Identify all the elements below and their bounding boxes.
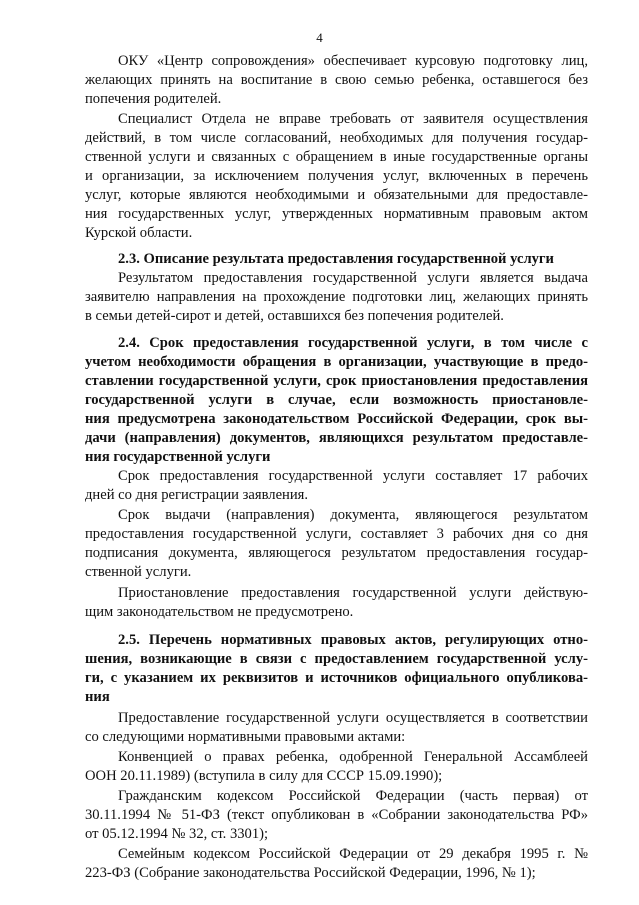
paragraph-line: Курской области. xyxy=(85,225,193,241)
paragraph-line: Предоставление государственной услуги осуществляется в соответствии xyxy=(118,710,588,726)
section-heading-2-4: ния государственной услуги xyxy=(85,449,271,465)
paragraph-line: ния государственных услуг, утвержденных нормативным правовым актом xyxy=(85,206,588,222)
paragraph-line: Специалист Отдела не вправе требовать от заявителя осуществления xyxy=(118,111,588,127)
paragraph-line: действий, в том числе согласований, необходимых для получения государ- xyxy=(85,130,588,146)
paragraph-line: от 05.12.1994 № 32, ст. 3301); xyxy=(85,826,269,842)
section-heading-2-4: учетом необходимости обращения в организации, участвующие в предо- xyxy=(85,354,588,370)
section-heading-2-5: шения, возникающие в связи с предоставлением государственной услу- xyxy=(85,651,588,667)
section-heading-2-5: ния xyxy=(85,689,110,705)
paragraph-line: услуг, которые являются необходимыми и обязательными для предоставле- xyxy=(85,187,588,203)
page-number: 4 xyxy=(316,30,323,45)
paragraph-line: ственной услуги и связанных с обращением в иные государственные органы xyxy=(85,149,588,165)
section-heading-2-4: государственной услуги в случае, если возможность приостановле- xyxy=(85,392,588,408)
section-heading-2-4: дачи (направления) документов, являющихся результатом предоставле- xyxy=(85,430,588,446)
paragraph-line: в семьи детей-сирот и детей, оставшихся без попечения родителей. xyxy=(85,308,504,324)
paragraph-line: Срок предоставления государственной услуги составляет 17 рабочих xyxy=(118,468,588,484)
paragraph-line: предоставления государственной услуги, составляет 3 рабочих дня со дня xyxy=(85,526,588,542)
paragraph-line: со следующими нормативными правовыми актами: xyxy=(85,729,406,745)
paragraph-line: подписания документа, являющегося результатом предоставления государ- xyxy=(85,545,588,561)
paragraph-line: 30.11.1994 № 51-ФЗ (текст опубликован в «Собрании законодательства РФ» xyxy=(85,807,588,823)
section-heading-2-5: ги, с указанием их реквизитов и источников официального опубликова- xyxy=(85,670,588,686)
paragraph-line: щим законодательством не предусмотрено. xyxy=(85,604,354,620)
section-heading-2-4: ния предусмотрена законодательством Российской Федерации, срок вы- xyxy=(85,411,588,427)
paragraph-line: ООН 20.11.1989) (вступила в силу для СССР 15.09.1990); xyxy=(85,768,443,784)
paragraph-line: Семейным кодексом Российской Федерации от 29 декабря 1995 г. № xyxy=(118,846,588,862)
paragraph-line: ственной услуги. xyxy=(85,564,192,580)
paragraph-line: ОКУ «Центр сопровождения» обеспечивает курсовую подготовку лиц, xyxy=(118,53,588,69)
paragraph-line: Конвенцией о правах ребенка, одобренной Генеральной Ассамблеей xyxy=(118,749,588,765)
section-heading-2-3: 2.3. Описание результата предоставления государственной услуги xyxy=(118,251,554,267)
paragraph-line: желающих принять на воспитание в свою семью ребенка, оставшегося без xyxy=(85,72,588,88)
paragraph-line: заявителю направления на прохождение подготовки лиц, желающих принять xyxy=(85,289,588,305)
paragraph-line: Гражданским кодексом Российской Федерации (часть первая) от xyxy=(118,788,588,804)
paragraph-line: дней со дня регистрации заявления. xyxy=(85,487,309,503)
section-heading-2-4: 2.4. Срок предоставления государственной услуги, в том числе с xyxy=(118,335,588,351)
section-heading-2-4: ставлении государственной услуги, срок приостановления предоставления xyxy=(85,373,588,389)
paragraph-line: Приостановление предоставления государственной услуги действую- xyxy=(118,585,588,601)
paragraph-line: и организации, за исключением получения услуг, включенных в перечень xyxy=(85,168,588,184)
paragraph-line: 223-ФЗ (Собрание законодательства Российской Федерации, 1996, № 1); xyxy=(85,865,536,881)
paragraph-line: попечения родителей. xyxy=(85,91,222,107)
section-heading-2-5: 2.5. Перечень нормативных правовых актов, регулирующих отно- xyxy=(118,632,588,648)
paragraph-line: Срок выдачи (направления) документа, являющегося результатом xyxy=(118,507,588,523)
paragraph-line: Результатом предоставления государственной услуги является выдача xyxy=(118,270,588,286)
